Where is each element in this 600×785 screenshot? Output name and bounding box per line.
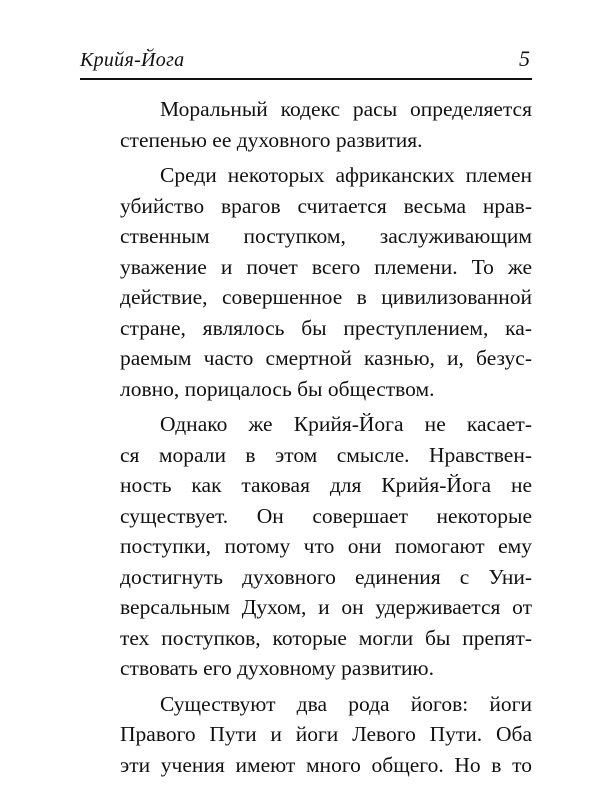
text-line: ственным поступком, заслуживающим — [120, 224, 532, 248]
paragraph-1 — [80, 94, 532, 155]
text-line: Моральный кодекс расы определяется — [160, 97, 532, 121]
running-title: Крийя-Йога — [80, 49, 185, 71]
text-line: поступки, потому что они помогают ему — [120, 534, 532, 558]
text-line: уважение и почет всего племени. То же — [120, 254, 532, 279]
text-line: версальным Духом, и он удерживается от — [120, 595, 532, 619]
text-line: стране, являлось бы преступлением, ка- — [120, 315, 532, 340]
text-line: Однако же Крийя-Йога не касает- — [160, 412, 532, 436]
text-line: Существуют два рода йогов: йоги — [160, 691, 532, 716]
text-line: ся морали в этом смысле. Нравствен- — [120, 442, 532, 467]
body-text — [80, 94, 532, 785]
text-line: существует. Он совершает некоторые — [120, 503, 532, 528]
text-line: ловно, порицалось бы обществом. — [120, 376, 435, 401]
text-line: действие, совершенное в цивилизованной — [120, 285, 532, 309]
text-line: убийство врагов считается весьма нрав- — [120, 193, 532, 218]
text-line: ность как таковая для Крийя-Йога не — [120, 473, 532, 497]
text-line: ствовать его духовному развитию. — [120, 656, 434, 680]
text-line: Правого Пути и йоги Левого Пути. Оба — [120, 722, 532, 746]
paragraph-4 — [80, 689, 532, 781]
text-line: степенью ее духовного развития. — [120, 127, 423, 152]
page-number: 5 — [519, 46, 530, 71]
text-line: эти учения имеют много общего. Но в то — [120, 752, 532, 777]
text-line: раемым часто смертной казнью, и, безус- — [120, 346, 532, 370]
running-header — [80, 44, 532, 80]
paragraph-2 — [80, 160, 532, 404]
paragraph-3 — [80, 409, 532, 684]
text-line: тех поступков, которые могли бы препят- — [120, 625, 532, 650]
text-line: Среди некоторых африканских племен — [160, 163, 532, 187]
text-line: достигнуть духовного единения с Уни- — [120, 564, 532, 589]
